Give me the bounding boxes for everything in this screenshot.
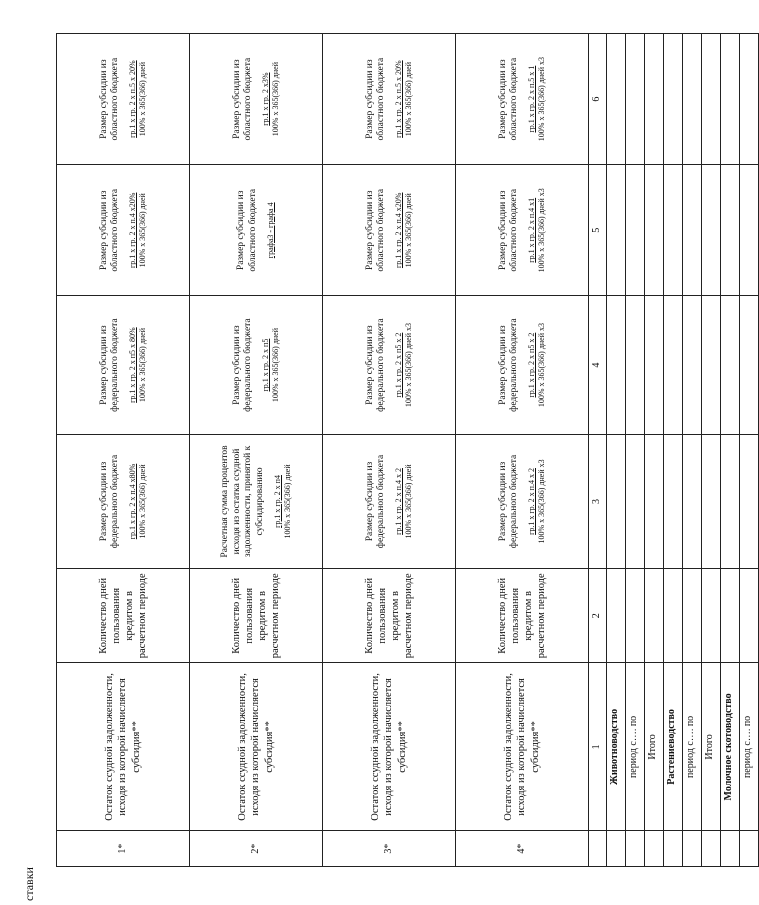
section-label: Итого	[701, 663, 720, 831]
formula-denominator: 100% х 365(366) дней	[403, 193, 413, 268]
empty-cell	[625, 34, 644, 165]
column-number: 1	[589, 663, 607, 831]
empty-cell	[644, 296, 663, 434]
section-label: период с…. по	[625, 663, 644, 831]
formula-denominator: 100% х 365(366) дней х3	[536, 188, 546, 273]
formula-numerator: гр.1 х гр. 2 х п.4 х20%	[128, 192, 138, 269]
subsidy-cell	[190, 34, 323, 165]
section-label: период с…. по	[739, 663, 758, 831]
subsidy-cell	[323, 165, 456, 296]
empty-cell	[682, 569, 701, 663]
cell-title: Размер субсидии из федерального бюджета	[98, 454, 121, 549]
section-blank	[720, 831, 739, 867]
row-number: 2*	[190, 831, 323, 867]
empty-cell	[739, 569, 758, 663]
cell-title: Размер субсидии из областного бюджета	[98, 57, 121, 141]
formula-row	[190, 34, 323, 867]
subsidy-cell	[190, 296, 323, 434]
empty-cell	[682, 165, 701, 296]
section-blank	[625, 831, 644, 867]
subsidy-cell	[456, 34, 589, 165]
formula-numerator: гр.1 х гр. 2 х п.4 х80%	[128, 463, 138, 540]
section-row	[606, 34, 625, 867]
formula-numerator: гр.1 х гр. 2 х3%	[261, 72, 271, 126]
section-blank	[701, 831, 720, 867]
subsidy-cell	[323, 434, 456, 568]
column-number: 4	[589, 296, 607, 434]
cell-title: Размер субсидии из областного бюджета	[364, 188, 387, 272]
column-number: 2	[589, 569, 607, 663]
formula-numerator: гр.1 х гр. 2 х п5 х 2	[527, 332, 537, 398]
formula-numerator: графа3 - графа 4	[266, 202, 276, 259]
subsidy-cell	[323, 34, 456, 165]
formula-denominator: 100% х 365(366) дней х3	[403, 322, 413, 408]
section-row	[701, 34, 720, 867]
column-number: 6	[589, 34, 607, 165]
empty-cell	[625, 434, 644, 568]
formula-denominator: 100% х 365(366) дней	[137, 327, 147, 403]
days-cell: Количество дней пользования кредитом в расчетном периоде	[456, 569, 589, 663]
cell-title: Размер субсидии из федерального бюджета	[497, 318, 520, 412]
balance-cell: Остаток ссудной задолженности, исходя из которой начисляется субсидия**	[190, 663, 323, 831]
cell-title: Размер субсидии из областного бюджета	[231, 57, 254, 141]
column-number-row	[589, 34, 607, 867]
empty-cell	[739, 434, 758, 568]
section-row	[663, 34, 682, 867]
empty-cell	[606, 165, 625, 296]
cell-title: Размер субсидии из федерального бюджета	[231, 318, 254, 412]
formula-denominator: 100% х 365(366) дней	[137, 62, 147, 137]
empty-cell	[644, 434, 663, 568]
days-cell: Количество дней пользования кредитом в расчетном периоде	[57, 569, 190, 663]
empty-cell	[720, 569, 739, 663]
row-number: 3*	[323, 831, 456, 867]
empty-cell	[625, 296, 644, 434]
column-number-blank	[589, 831, 607, 867]
formula-numerator: гр.1 х гр. 2 х п.5 х 20%	[394, 60, 404, 138]
formula-denominator: 100% х 365(366) дней	[270, 327, 280, 403]
empty-cell	[682, 434, 701, 568]
days-cell: Количество дней пользования кредитом в расчетном периоде	[323, 569, 456, 663]
empty-cell	[663, 34, 682, 165]
section-row	[682, 34, 701, 867]
column-number: 3	[589, 434, 607, 568]
empty-cell	[701, 165, 720, 296]
subsidy-cell	[190, 165, 323, 296]
balance-cell: Остаток ссудной задолженности, исходя из которой начисляется субсидия**	[57, 663, 190, 831]
formula-numerator: гр.1 х гр. 2 х п.5 х 20%	[128, 60, 138, 138]
formula-numerator: гр.1 х гр. 2 х п.5 х 1	[527, 65, 537, 133]
section-blank	[606, 831, 625, 867]
section-row	[625, 34, 644, 867]
formula-numerator: гр.1 х гр. 2 х п5 х 2	[394, 332, 404, 398]
formula-numerator: гр.1 х гр. 2 х п.4 х 2	[394, 468, 404, 535]
empty-cell	[606, 434, 625, 568]
subsidy-cell	[57, 434, 190, 568]
empty-cell	[644, 34, 663, 165]
formula-denominator: 100% х 365(366) дней х3	[536, 322, 546, 408]
section-row	[720, 34, 739, 867]
row-number: 4*	[456, 831, 589, 867]
row-number: 1*	[57, 831, 190, 867]
subsidy-cell	[190, 434, 323, 568]
subsidy-cell	[57, 34, 190, 165]
section-label: Животноводство	[606, 663, 625, 831]
empty-cell	[720, 34, 739, 165]
days-cell: Количество дней пользования кредитом в расчетном периоде	[190, 569, 323, 663]
subsidy-cell	[57, 165, 190, 296]
cell-title: Размер субсидии из федерального бюджета	[364, 318, 387, 412]
balance-cell: Остаток ссудной задолженности, исходя из которой начисляется субсидия**	[323, 663, 456, 831]
formula-denominator: 100% х 365(366) дней	[137, 193, 147, 268]
formula-denominator: 100% х 365(366) дней	[403, 62, 413, 137]
formula-numerator: гр.1 х гр. 2 х п.4 х1	[527, 197, 537, 263]
formula-numerator: гр.1 х гр. 2 х п4	[273, 475, 283, 528]
section-row	[644, 34, 663, 867]
empty-cell	[701, 34, 720, 165]
empty-cell	[644, 569, 663, 663]
empty-cell	[606, 34, 625, 165]
section-blank	[739, 831, 758, 867]
cell-title: Размер субсидии из федерального бюджета	[98, 318, 121, 412]
empty-cell	[682, 34, 701, 165]
cell-title: Размер субсидии из областного бюджета	[364, 57, 387, 141]
formula-row	[57, 34, 190, 867]
empty-cell	[701, 569, 720, 663]
empty-cell	[701, 434, 720, 568]
empty-cell	[606, 569, 625, 663]
formula-numerator: гр.1 х гр. 2 х п.4 х 2	[527, 468, 537, 535]
cell-title: Размер субсидии из областного бюджета	[497, 188, 520, 272]
formula-row	[456, 34, 589, 867]
empty-cell	[663, 165, 682, 296]
formula-denominator: 100% х 365(366) дней х3	[536, 459, 546, 544]
cell-title: Расчетная сумма процентов исходя из остатка ссудной задолженности, принятой к субсидированию	[219, 445, 266, 558]
cell-title: Размер субсидии из федерального бюджета	[364, 454, 387, 549]
empty-cell	[720, 434, 739, 568]
formula-numerator: гр.1 х гр. 2 х п5 х 80%	[128, 327, 138, 403]
empty-cell	[663, 296, 682, 434]
section-blank	[644, 831, 663, 867]
formula-numerator: гр.1 х гр. 2 х п.4 х20%	[394, 192, 404, 269]
formula-denominator: 100% х 365(366) дней х3	[536, 57, 546, 142]
formula-denominator: 100% х 365(366) дней	[282, 464, 292, 539]
cell-title: Размер субсидии из областного бюджета	[497, 57, 520, 141]
balance-cell: Остаток ссудной задолженности, исходя из которой начисляется субсидия**	[456, 663, 589, 831]
empty-cell	[739, 296, 758, 434]
section-blank	[663, 831, 682, 867]
empty-cell	[701, 296, 720, 434]
empty-cell	[625, 165, 644, 296]
cell-title: Размер субсидии из федерального бюджета	[497, 454, 520, 549]
subsidy-cell	[57, 296, 190, 434]
subsidy-cell	[456, 296, 589, 434]
section-label: Итого	[644, 663, 663, 831]
formula-row	[323, 34, 456, 867]
empty-cell	[644, 165, 663, 296]
section-label: период с…. по	[682, 663, 701, 831]
section-label: Молочное скотоводство	[720, 663, 739, 831]
section-blank	[682, 831, 701, 867]
section-label: Растениеводство	[663, 663, 682, 831]
page-heading: ставки	[22, 867, 36, 901]
empty-cell	[720, 165, 739, 296]
empty-cell	[606, 296, 625, 434]
formula-denominator: 100% х 365(366) дней	[137, 464, 147, 539]
formula-denominator: 100% х 365(366) дней	[270, 62, 280, 137]
subsidy-cell	[456, 434, 589, 568]
cell-title: Размер субсидии из областного бюджета	[236, 188, 259, 272]
empty-cell	[663, 569, 682, 663]
section-row	[739, 34, 758, 867]
cell-title: Размер субсидии из областного бюджета	[98, 188, 121, 272]
empty-cell	[663, 434, 682, 568]
empty-cell	[682, 296, 701, 434]
empty-cell	[739, 165, 758, 296]
subsidy-cell	[456, 165, 589, 296]
formula-denominator: 100% х 365(366) дней	[403, 464, 413, 539]
subsidy-table	[56, 33, 759, 867]
empty-cell	[739, 34, 758, 165]
formula-numerator: гр.1 х гр. 2 х п5	[261, 338, 271, 392]
empty-cell	[625, 569, 644, 663]
subsidy-cell	[323, 296, 456, 434]
column-number: 5	[589, 165, 607, 296]
empty-cell	[720, 296, 739, 434]
